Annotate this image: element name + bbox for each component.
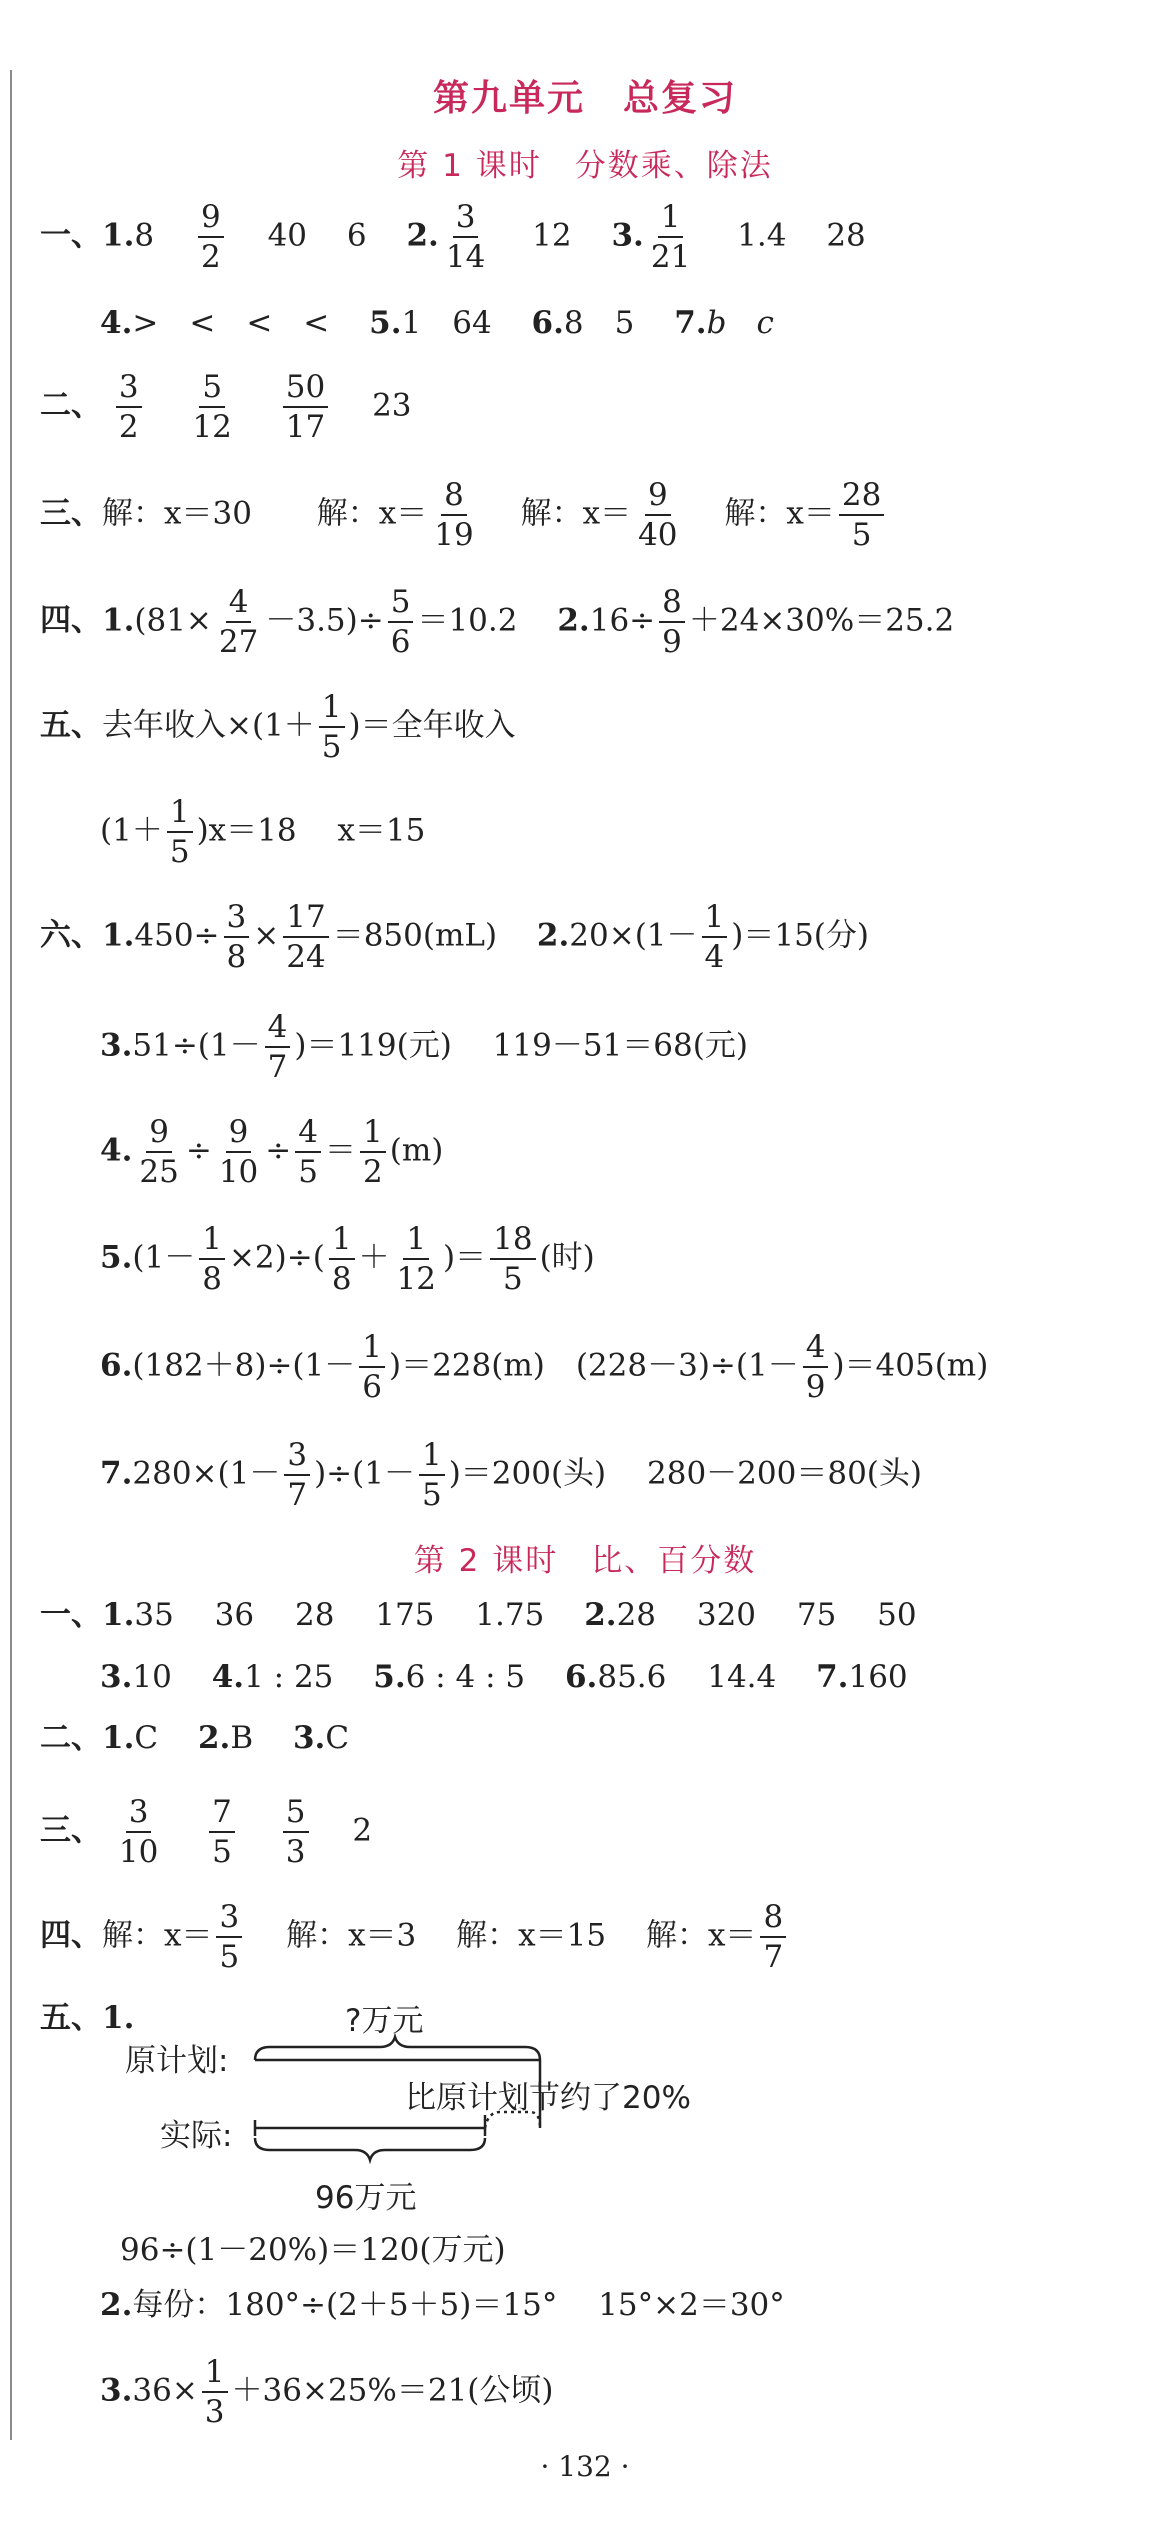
plan-brace bbox=[255, 2037, 540, 2060]
answer: c bbox=[756, 305, 774, 341]
fraction: $\frac{1}{21}$ bbox=[650, 199, 691, 276]
diagram-note: 比原计划节约了20% bbox=[405, 2080, 691, 2116]
section-marker: 一、 bbox=[40, 1597, 102, 1633]
fraction: $\frac{3}{2}$ bbox=[116, 370, 142, 444]
answer: 解：x＝ bbox=[316, 495, 428, 532]
item-number: 3. bbox=[100, 1659, 133, 1695]
fraction: $\frac{7}{5}$ bbox=[209, 1795, 235, 1869]
item-number: 1. bbox=[102, 2000, 135, 2036]
item-number: 3. bbox=[100, 1027, 133, 1064]
answer: 1 : 25 bbox=[244, 1659, 334, 1695]
section-marker: 五、 bbox=[40, 2000, 102, 2036]
fraction: $\frac{4}{7}$ bbox=[265, 1010, 291, 1084]
fraction: $\frac{1}{4}$ bbox=[702, 900, 728, 974]
item-number: 2. bbox=[406, 217, 439, 254]
l1-q5-line2: (1＋ $\frac{1}{5}$ )x＝18 x＝15 bbox=[100, 794, 426, 871]
item-number: 5. bbox=[373, 1659, 406, 1695]
answer: 23 bbox=[372, 387, 412, 424]
fraction: $\frac{28}{5}$ bbox=[839, 478, 884, 552]
fraction: $\frac{1}{5}$ bbox=[167, 795, 193, 869]
l2-q5-calc1: 96÷(1－20%)＝120(万元) bbox=[120, 2232, 506, 2268]
section-marker: 三、 bbox=[40, 495, 102, 532]
l1-q6-line7: 7.280×(1－ $\frac{3}{7}$ )÷(1－ $\frac{1}{5}$ )＝200(头) 280－200＝80(头) bbox=[100, 1437, 922, 1514]
section-marker: 五、 bbox=[40, 707, 102, 744]
diagram-row-plan-label: 原计划: bbox=[125, 2043, 229, 2079]
fraction: $\frac{5}{3}$ bbox=[283, 1795, 309, 1869]
fraction: $\frac{3}{7}$ bbox=[284, 1438, 310, 1512]
answer: C bbox=[325, 1720, 350, 1756]
item-number: 2. bbox=[584, 1597, 617, 1633]
item-number: 7. bbox=[816, 1659, 849, 1695]
l1-q6-line4: 4. $\frac{9}{25}$ ÷ $\frac{9}{10}$ ÷ $\frac{4}{5}$ ＝ $\frac{1}{2}$ (m) bbox=[100, 1114, 444, 1191]
l1-q6-line1: 六、1.450÷ $\frac{3}{8}$ × $\frac{17}{24}$ ＝850(mL) 2.20×(1－ $\frac{1}{4}$ )＝15(分) bbox=[40, 899, 869, 976]
item-number: 2. bbox=[197, 1720, 231, 1756]
section-marker: 三、 bbox=[40, 1812, 102, 1849]
fraction: $\frac{9}{40}$ bbox=[638, 477, 678, 554]
l1-q6-line5: 5.(1－ $\frac{1}{8}$ ×2)÷( $\frac{1}{8}$ ＋ $\frac{1}{12}$ )＝ $\frac{18}{5}$ (时) bbox=[100, 1221, 595, 1298]
answer: 12 bbox=[532, 217, 572, 254]
answer: 8 5 bbox=[563, 305, 635, 341]
section-marker: 四、 bbox=[40, 602, 102, 639]
item-number: 1. bbox=[102, 917, 135, 954]
answer: 6 : 4 : 5 bbox=[405, 1659, 526, 1695]
fraction: $\frac{1}{12}$ bbox=[396, 1221, 436, 1298]
fraction: $\frac{1}{3}$ bbox=[202, 2355, 228, 2429]
answer: 2 bbox=[352, 1812, 373, 1849]
l1-q4: 四、1.(81× $\frac{4}{27}$ －3.5)÷ $\frac{5}{6}$ ＝10.2 2.16÷ $\frac{8}{9}$ ＋24×30%＝25.2 bbox=[40, 584, 955, 661]
answer: 1 64 bbox=[401, 305, 492, 341]
diagram-row-actual-label: 实际: bbox=[160, 2118, 233, 2154]
fraction: $\frac{1}{2}$ bbox=[360, 1115, 386, 1189]
answer: C bbox=[134, 1720, 159, 1756]
item-number: 2. bbox=[536, 917, 570, 954]
section-marker: 四、 bbox=[40, 1917, 102, 1954]
answer: 解：x＝3 bbox=[286, 1917, 417, 1954]
answer: 40 bbox=[267, 217, 308, 254]
answer: 160 bbox=[848, 1659, 908, 1695]
item-number: 1. bbox=[102, 602, 135, 639]
answer: 6 bbox=[346, 217, 367, 254]
item-number: 2. bbox=[557, 602, 590, 639]
answer: > < < < bbox=[132, 305, 330, 341]
fraction: $\frac{5}{6}$ bbox=[388, 585, 414, 659]
item-number: 3. bbox=[611, 217, 644, 254]
fraction: $\frac{3}{8}$ bbox=[224, 900, 250, 974]
item-number: 6. bbox=[531, 305, 564, 341]
answer: 解：x＝30 bbox=[102, 495, 252, 532]
item-number: 4. bbox=[211, 1659, 245, 1695]
fraction: $\frac{1}{8}$ bbox=[199, 1222, 225, 1296]
unit-title: 第九单元 总复习 bbox=[432, 78, 737, 119]
fraction: $\frac{1}{6}$ bbox=[359, 1330, 385, 1404]
answer: 35 36 28 175 1.75 bbox=[134, 1597, 545, 1633]
diagram-top-label: ?万元 bbox=[345, 2003, 424, 2039]
lesson1-heading: 第 1 课时 分数乘、除法 bbox=[397, 148, 773, 184]
l1-q5-line1: 五、去年收入×(1＋ $\frac{1}{5}$ )＝全年收入 bbox=[40, 689, 516, 766]
fraction: $\frac{8}{9}$ bbox=[659, 585, 685, 659]
item-number: 4. bbox=[100, 1132, 133, 1169]
answer: 85.6 14.4 bbox=[597, 1659, 777, 1695]
fraction: $\frac{3}{5}$ bbox=[216, 1900, 242, 1974]
fraction: $\frac{8}{7}$ bbox=[760, 1900, 786, 1974]
fraction: $\frac{9}{2}$ bbox=[198, 200, 224, 274]
page-number: · 132 · bbox=[540, 2450, 630, 2483]
item-number: 3. bbox=[100, 2372, 133, 2409]
item-number: 3. bbox=[292, 1720, 326, 1756]
section-marker: 二、 bbox=[40, 1720, 102, 1756]
item-number: 7. bbox=[100, 1455, 133, 1492]
section-marker: 一、 bbox=[40, 217, 102, 254]
fraction: $\frac{50}{17}$ bbox=[283, 370, 328, 444]
fraction: $\frac{8}{19}$ bbox=[434, 477, 474, 554]
item-number: 7. bbox=[674, 305, 707, 341]
fraction: $\frac{1}{5}$ bbox=[319, 690, 345, 764]
fraction: $\frac{5}{12}$ bbox=[192, 369, 232, 446]
lesson2-heading: 第 2 课时 比、百分数 bbox=[413, 1543, 757, 1579]
answer: B bbox=[230, 1720, 254, 1756]
answer: 解：x＝15 bbox=[456, 1917, 607, 1954]
fraction: $\frac{4}{9}$ bbox=[803, 1330, 829, 1404]
item-number: 4. bbox=[100, 305, 133, 341]
answer: 解：x＝ bbox=[520, 495, 632, 532]
l1-q6-line3: 3.51÷(1－ $\frac{4}{7}$ )＝119(元) 119－51＝68(元) bbox=[100, 1009, 748, 1086]
answer: 1.4 bbox=[737, 217, 787, 254]
fraction: $\frac{1}{8}$ bbox=[329, 1222, 355, 1296]
fraction: $\frac{9}{25}$ bbox=[139, 1114, 179, 1191]
item-number: 1. bbox=[102, 217, 135, 254]
fraction: $\frac{4}{27}$ bbox=[218, 584, 259, 661]
item-number: 5. bbox=[100, 1239, 133, 1276]
saved-dotted-part bbox=[485, 2112, 540, 2128]
fraction: $\frac{4}{5}$ bbox=[295, 1115, 321, 1189]
answer: 解：x＝ bbox=[102, 1917, 213, 1954]
item-number: 2. bbox=[100, 2287, 133, 2323]
answer: 28 320 75 50 bbox=[616, 1597, 917, 1633]
answer: 8 bbox=[134, 217, 155, 254]
l2-q5-line2: 2.每份：180°÷(2＋5＋5)＝15° 15°×2＝30° bbox=[100, 2287, 785, 2323]
fraction: $\frac{3}{14}$ bbox=[445, 199, 486, 276]
answer: 28 bbox=[826, 217, 866, 254]
answer: b bbox=[706, 305, 727, 341]
answer: 10 bbox=[132, 1659, 172, 1695]
l2-q5-line3: 3.36× $\frac{1}{3}$ ＋36×25%＝21(公顷) bbox=[100, 2354, 554, 2431]
fraction: $\frac{3}{10}$ bbox=[118, 1794, 159, 1871]
section-marker: 六、 bbox=[40, 917, 102, 954]
diagram-bottom-label: 96万元 bbox=[315, 2180, 417, 2216]
item-number: 6. bbox=[564, 1659, 598, 1695]
fraction: $\frac{17}{24}$ bbox=[283, 900, 328, 974]
item-number: 5. bbox=[369, 305, 402, 341]
item-number: 1. bbox=[102, 1597, 135, 1633]
fraction: $\frac{1}{5}$ bbox=[419, 1438, 445, 1512]
item-number: 6. bbox=[100, 1347, 133, 1384]
fraction: $\frac{9}{10}$ bbox=[218, 1114, 259, 1191]
l1-q6-line6: 6.(182＋8)÷(1－ $\frac{1}{6}$ )＝228(m) (228－3)÷(1－ $\frac{4}{9}$ )＝405(m) bbox=[100, 1329, 989, 1406]
item-number: 1. bbox=[102, 1720, 135, 1756]
section-marker: 二、 bbox=[40, 387, 102, 424]
answer: 解：x＝ bbox=[645, 1917, 757, 1954]
fraction: $\frac{18}{5}$ bbox=[490, 1222, 535, 1296]
actual-brace bbox=[255, 2138, 485, 2160]
answer: 解：x＝ bbox=[724, 495, 835, 532]
